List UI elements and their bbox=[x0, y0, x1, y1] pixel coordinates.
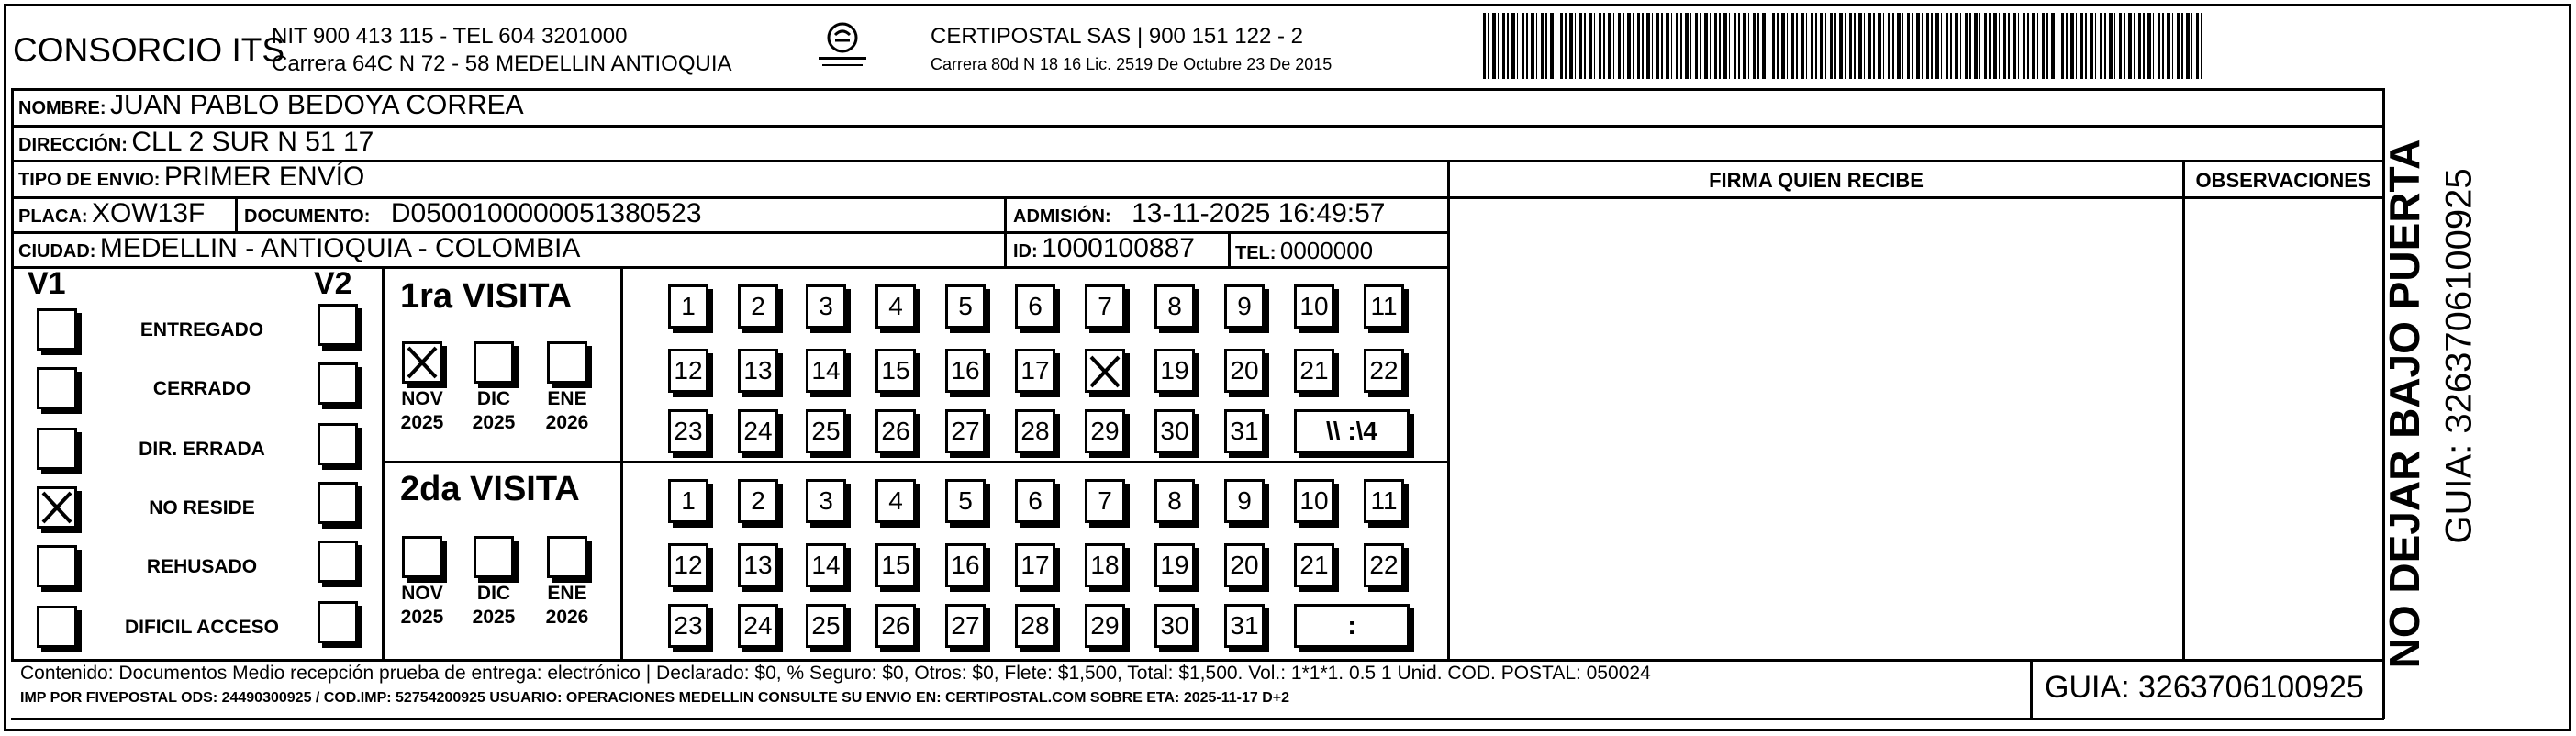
day-box[interactable]: 23 bbox=[668, 604, 708, 648]
day-box[interactable]: 11 bbox=[1364, 284, 1404, 329]
placa-cell bbox=[18, 198, 205, 229]
day-box[interactable]: 16 bbox=[945, 543, 986, 587]
month-year: 2026 bbox=[545, 607, 589, 628]
v2-checkbox[interactable] bbox=[318, 304, 358, 346]
month-label bbox=[540, 387, 595, 435]
month-year: 2025 bbox=[400, 412, 444, 433]
month-checkbox[interactable] bbox=[402, 536, 442, 578]
status-label: DIR. ERRADA bbox=[139, 439, 265, 460]
day-box[interactable]: 31 bbox=[1224, 409, 1265, 453]
day-box[interactable]: 31 bbox=[1224, 604, 1265, 648]
day-box[interactable]: 13 bbox=[738, 543, 778, 587]
visit-2-title: 2da VISITA bbox=[400, 470, 580, 508]
day-box[interactable]: 11 bbox=[1364, 479, 1404, 523]
day-box[interactable]: 20 bbox=[1224, 543, 1265, 587]
footer-line-2: IMP POR FIVEPOSTAL ODS: 24490300925 / COD.IMP: 52754200925 USUARIO: OPERACIONES MEDELLIN CONSULTE SU ENVIO EN: CERTIPOSTAL.COM SOBRE ETA: 2025-11-17 D+2 bbox=[20, 690, 1290, 706]
footer-line-1: Contenido: Documentos Medio recepción prueba de entrega: electrónico | Declarado: $0, % Seguro: $0, Otros: $0, Flete: $1,500, Total: $1,500. Vol.: 1*1*1. 0.5 1 Unid. COD. POSTAL: 050024 bbox=[20, 663, 1651, 684]
v1-checkbox[interactable] bbox=[37, 367, 77, 409]
side-notice-text: NO DEJAR BAJO PUERTA bbox=[2381, 139, 2428, 669]
barcode bbox=[1483, 13, 2202, 79]
status-label: NO RESIDE bbox=[149, 497, 255, 519]
company-address: Carrera 64C N 72 - 58 MEDELLIN ANTIOQUIA bbox=[272, 51, 732, 76]
month-name: DIC bbox=[476, 583, 511, 604]
side-guia-text: GUIA: 3263706100925 bbox=[2438, 168, 2480, 544]
v2-checkbox[interactable] bbox=[318, 423, 358, 465]
ciudad-value: MEDELLIN - ANTIOQUIA - COLOMBIA bbox=[99, 233, 581, 263]
v1-checkbox[interactable] bbox=[37, 308, 77, 351]
day-box[interactable]: 9 bbox=[1224, 479, 1265, 523]
month-name: ENE bbox=[547, 583, 587, 604]
day-box[interactable]: 22 bbox=[1364, 543, 1404, 587]
day-box[interactable]: 13 bbox=[738, 349, 778, 393]
day-box[interactable]: 24 bbox=[738, 604, 778, 648]
day-box[interactable]: 21 bbox=[1294, 543, 1334, 587]
nombre-label: NOMBRE: bbox=[18, 98, 106, 118]
day-box[interactable]: 25 bbox=[806, 604, 846, 648]
id-cell bbox=[1013, 233, 1195, 264]
ciudad-cell bbox=[18, 233, 580, 264]
status-label: DIFICIL ACCESO bbox=[124, 617, 279, 638]
id-label: ID: bbox=[1013, 241, 1038, 262]
day-box[interactable]: 10 bbox=[1294, 479, 1334, 523]
admision-cell bbox=[1013, 198, 1385, 229]
month-label bbox=[466, 582, 521, 630]
month-year: 2025 bbox=[472, 412, 516, 433]
observaciones-label: OBSERVACIONES bbox=[2195, 169, 2371, 192]
admision-value: 13-11-2025 16:49:57 bbox=[1132, 198, 1386, 229]
month-label bbox=[395, 387, 450, 435]
day-box[interactable]: 27 bbox=[945, 604, 986, 648]
day-box[interactable]: 7 bbox=[1085, 284, 1125, 329]
tel-label: TEL: bbox=[1235, 243, 1277, 263]
v1-checkbox[interactable] bbox=[37, 486, 77, 529]
day-box[interactable]: 14 bbox=[806, 543, 846, 587]
time-box[interactable]: \\ :\4 bbox=[1294, 409, 1410, 453]
v1-checkbox[interactable] bbox=[37, 606, 77, 648]
logo-text bbox=[813, 53, 872, 60]
day-box[interactable]: 3 bbox=[806, 479, 846, 523]
footer-guia: GUIA: 3263706100925 bbox=[2045, 670, 2364, 705]
documento-label: DOCUMENTO: bbox=[244, 206, 371, 227]
tipo-envio-label: TIPO DE ENVIO: bbox=[18, 170, 161, 190]
id-value: 1000100887 bbox=[1042, 233, 1195, 263]
day-box[interactable]: 4 bbox=[875, 479, 916, 523]
v1-checkbox[interactable] bbox=[37, 545, 77, 587]
day-box[interactable]: 8 bbox=[1154, 284, 1195, 329]
day-box[interactable]: 21 bbox=[1294, 349, 1334, 393]
month-year: 2025 bbox=[400, 607, 444, 628]
day-box[interactable]: 19 bbox=[1154, 543, 1195, 587]
day-box[interactable]: 17 bbox=[1015, 349, 1055, 393]
day-box[interactable]: 26 bbox=[875, 604, 916, 648]
day-box[interactable]: 27 bbox=[945, 409, 986, 453]
company-name: CONSORCIO ITS bbox=[13, 31, 285, 69]
day-box[interactable]: 29 bbox=[1085, 409, 1125, 453]
day-box[interactable]: 16 bbox=[945, 349, 986, 393]
day-box[interactable]: 25 bbox=[806, 409, 846, 453]
documento-cell bbox=[244, 198, 702, 229]
day-box[interactable]: 5 bbox=[945, 284, 986, 329]
company-nit: NIT 900 413 115 - TEL 604 3201000 bbox=[272, 24, 628, 49]
placa-value: XOW13F bbox=[92, 198, 206, 229]
day-box[interactable]: 29 bbox=[1085, 604, 1125, 648]
documento-value: D0500100000051380523 bbox=[390, 198, 702, 229]
day-box[interactable]: 3 bbox=[806, 284, 846, 329]
day-box[interactable]: 23 bbox=[668, 409, 708, 453]
day-box[interactable]: 7 bbox=[1085, 479, 1125, 523]
month-year: 2026 bbox=[545, 412, 589, 433]
carrier-address: Carrera 80d N 18 16 Lic. 2519 De Octubre 23 De 2015 bbox=[931, 55, 1333, 73]
day-box[interactable]: 2 bbox=[738, 479, 778, 523]
day-box[interactable]: 19 bbox=[1154, 349, 1195, 393]
day-box[interactable]: 5 bbox=[945, 479, 986, 523]
placa-label: PLACA: bbox=[18, 206, 88, 227]
month-label bbox=[540, 582, 595, 630]
day-box[interactable]: 26 bbox=[875, 409, 916, 453]
month-name: NOV bbox=[401, 583, 443, 604]
day-box[interactable]: 6 bbox=[1015, 479, 1055, 523]
month-checkbox[interactable] bbox=[474, 536, 514, 578]
tipo-envio-value: PRIMER ENVÍO bbox=[163, 162, 365, 192]
day-box[interactable]: 28 bbox=[1015, 409, 1055, 453]
v2-checkbox[interactable] bbox=[318, 601, 358, 643]
month-label bbox=[395, 582, 450, 630]
direccion-label: DIRECCIÓN: bbox=[18, 135, 128, 155]
day-box[interactable]: 12 bbox=[668, 543, 708, 587]
day-box[interactable]: 22 bbox=[1364, 349, 1404, 393]
v2-checkbox[interactable] bbox=[318, 362, 358, 405]
day-box[interactable]: 14 bbox=[806, 349, 846, 393]
day-box[interactable]: 9 bbox=[1224, 284, 1265, 329]
certipostal-logo bbox=[813, 20, 872, 75]
carrier-name: CERTIPOSTAL SAS | 900 151 122 - 2 bbox=[931, 24, 1303, 49]
day-box[interactable]: 30 bbox=[1154, 409, 1195, 453]
nombre-value: JUAN PABLO BEDOYA CORREA bbox=[110, 90, 524, 120]
day-box[interactable]: 12 bbox=[668, 349, 708, 393]
month-checkbox[interactable] bbox=[402, 341, 442, 384]
nombre-row bbox=[18, 90, 524, 125]
direccion-value: CLL 2 SUR N 51 17 bbox=[131, 127, 374, 157]
day-box[interactable]: 10 bbox=[1294, 284, 1334, 329]
day-box[interactable]: 24 bbox=[738, 409, 778, 453]
day-box[interactable]: 30 bbox=[1154, 604, 1195, 648]
month-year: 2025 bbox=[472, 607, 516, 628]
month-name: NOV bbox=[401, 388, 443, 409]
day-box[interactable]: 18 bbox=[1085, 543, 1125, 587]
month-checkbox[interactable] bbox=[474, 341, 514, 384]
v2-label: V2 bbox=[314, 266, 352, 301]
day-box[interactable]: 15 bbox=[875, 349, 916, 393]
v2-checkbox[interactable] bbox=[318, 482, 358, 524]
admision-label: ADMISIÓN: bbox=[1013, 206, 1111, 227]
v1-checkbox[interactable] bbox=[37, 428, 77, 470]
firma-label: FIRMA QUIEN RECIBE bbox=[1709, 169, 1924, 192]
day-box[interactable]: 6 bbox=[1015, 284, 1055, 329]
time-box[interactable]: : bbox=[1294, 604, 1410, 648]
status-label: REHUSADO bbox=[146, 556, 258, 577]
status-label: CERRADO bbox=[152, 378, 251, 399]
day-box[interactable]: 20 bbox=[1224, 349, 1265, 393]
day-box[interactable] bbox=[1085, 349, 1125, 393]
month-name: ENE bbox=[547, 388, 587, 409]
day-box[interactable]: 1 bbox=[668, 479, 708, 523]
v2-checkbox[interactable] bbox=[318, 541, 358, 583]
status-label: ENTREGADO bbox=[139, 319, 264, 340]
tel-value: 0000000 bbox=[1279, 237, 1374, 264]
month-checkbox[interactable] bbox=[547, 341, 587, 384]
tipo-envio-row bbox=[18, 162, 364, 196]
month-name: DIC bbox=[476, 388, 511, 409]
direccion-row bbox=[18, 127, 374, 160]
day-box[interactable]: 8 bbox=[1154, 479, 1195, 523]
day-box[interactable]: 15 bbox=[875, 543, 916, 587]
day-box[interactable]: 4 bbox=[875, 284, 916, 329]
tel-cell bbox=[1235, 237, 1373, 265]
ciudad-label: CIUDAD: bbox=[18, 241, 96, 262]
visit-1-title: 1ra VISITA bbox=[400, 277, 573, 316]
day-box[interactable]: 28 bbox=[1015, 604, 1055, 648]
month-label bbox=[466, 387, 521, 435]
v1-label: V1 bbox=[28, 266, 66, 301]
day-box[interactable]: 17 bbox=[1015, 543, 1055, 587]
day-box[interactable]: 2 bbox=[738, 284, 778, 329]
day-box[interactable]: 1 bbox=[668, 284, 708, 329]
month-checkbox[interactable] bbox=[547, 536, 587, 578]
